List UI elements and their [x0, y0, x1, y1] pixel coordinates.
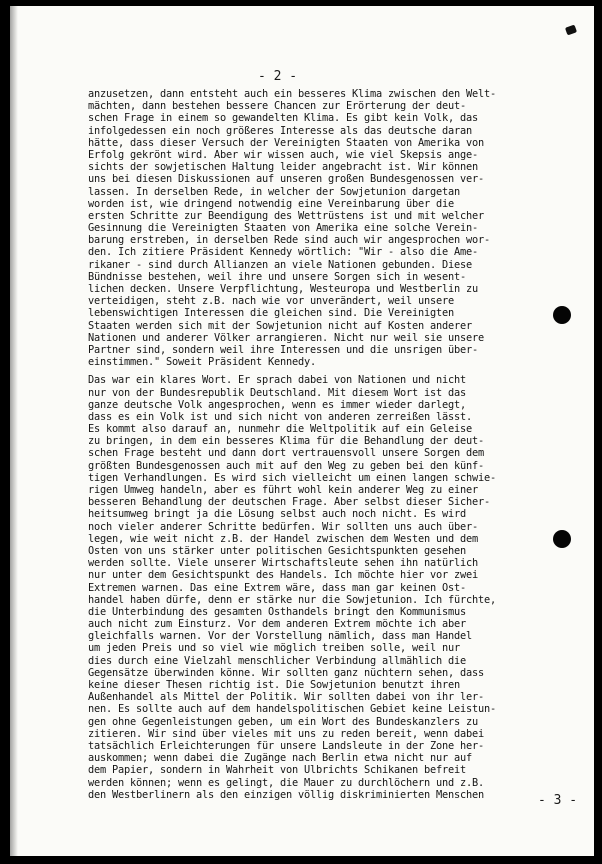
- text-line: Außenhandel als Mittel der Politik. Wir sollten dabei von ihr ler-: [88, 691, 484, 704]
- text-line: tigen Verhandlungen. Es wird sich vielleicht um einen langen schwie-: [88, 471, 496, 484]
- text-line: auskommen; wenn dabei die Zugänge nach Berlin etwa nicht nur auf: [88, 752, 472, 765]
- text-line: lebenswichtigen Interessen die gleichen sind. Die Vereinigten: [88, 307, 454, 320]
- text-line: nen. Es sollte auch auf dem handelspolitischen Gebiet keine Leistun-: [88, 703, 496, 716]
- text-line: worden ist, wie dringend notwendig eine Vereinbarung über die: [88, 197, 454, 210]
- sheet-edge-shadow: [10, 6, 18, 856]
- text-line: Extremen warnen. Das eine Extrem wäre, dass man gar keinen Ost-: [88, 581, 466, 594]
- text-line: den Westberlinern als den einzigen völlig diskriminierten Menschen: [88, 788, 484, 801]
- text-line: ganze deutsche Volk angesprochen, wenn es immer wieder darlegt,: [88, 398, 466, 411]
- next-page-number: - 3 -: [538, 793, 578, 808]
- text-line: dies durch eine Vielzahl menschlicher Verbindung allmählich die: [88, 654, 466, 667]
- text-line: lichen decken. Unsere Verpflichtung, Westeuropa und Westberlin zu: [88, 283, 478, 295]
- text-line: zitieren. Wir sind über vieles mit uns zu reden bereit, wenn dabei: [88, 727, 484, 740]
- text-line: Das war ein klares Wort. Er sprach dabei von Nationen und nicht: [88, 374, 466, 387]
- text-line: hätte, dass dieser Versuch der Vereinigten Staaten von Amerika von: [88, 136, 484, 149]
- text-line: schen Frage besteht und dann dort vertrauensvoll unsere Sorgen dem: [88, 447, 484, 460]
- text-line: keine dieser Thesen richtig ist. Die Sowjetunion benutzt ihren: [88, 679, 460, 691]
- text-line: auch nicht zum Einsturz. Vor dem anderen Extrem möchte ich aber: [88, 618, 466, 631]
- text-line: lassen. In derselben Rede, in welcher der Sowjetunion dargetan: [88, 185, 460, 198]
- text-line: den. Ich zitiere Präsident Kennedy wörtlich: "Wir - also die Ame-: [88, 246, 478, 259]
- text-line: dem Papier, sondern in Wahrheit von Ulbrichts Schikanen befreit: [88, 764, 466, 777]
- text-line: besseren Behandlung der deutschen Frage. Aber selbst dieser Sicher-: [88, 496, 490, 509]
- text-line: die Unterbindung des gesamten Osthandels bringt den Kommunismus: [88, 605, 466, 618]
- text-line: Staaten werden sich mit der Sowjetunion nicht auf Kosten anderer: [88, 319, 472, 332]
- text-line: gleichfalls warnen. Vor der Vorstellung nämlich, dass man Handel: [88, 630, 472, 643]
- text-line: tatsächlich Erleichterungen für unsere Landsleute in der Zone her-: [88, 739, 484, 752]
- text-line: anzusetzen, dann entsteht auch ein besseres Klima zwischen den Welt-: [88, 88, 496, 100]
- text-line: Bündnisse bestehen, weil ihre und unsere Sorgen sich in wesent-: [88, 270, 466, 283]
- text-line: einstimmen." Soweit Präsident Kennedy.: [88, 356, 316, 369]
- paragraph: [88, 88, 564, 368]
- text-line: dass es ein Volk ist und sich nicht von anderen zerreißen lässt.: [88, 410, 472, 423]
- text-line: Gegensätze überwinden könne. Wir sollten ganz nüchtern sehen, dass: [88, 666, 484, 679]
- page-number: - 2 -: [258, 69, 298, 84]
- text-line: Erfolg gekrönt wird. Aber wir wissen auch, wie viel Skepsis ange-: [88, 148, 478, 161]
- text-line: handel haben dürfe, denn er stärke nur die Sowjetunion. Ich fürchte,: [88, 593, 496, 606]
- text-line: Osten von uns stärker unter politischen Gesichtspunkten gesehen: [88, 544, 466, 557]
- text-line: Nationen und anderer Völker arrangieren. Nicht nur weil sie unsere: [88, 331, 484, 344]
- text-line: Es kommt also darauf an, nunmehr die Weltpolitik auf ein Geleise: [88, 423, 472, 436]
- paragraph: [88, 374, 564, 801]
- text-line: gen ohne Gegenleistungen geben, um ein Wort des Bundeskanzlers zu: [88, 715, 478, 728]
- text-line: nur von der Bundesrepublik Deutschland. Mit diesem Wort ist das: [88, 386, 466, 399]
- text-line: Gesinnung die Vereinigten Staaten von Amerika eine solche Verein-: [88, 222, 478, 235]
- text-line: legen, wie weit nicht z.B. der Handel zwischen dem Westen und dem: [88, 532, 478, 545]
- text-line: barung erstreben, in derselben Rede sind auch wir angesprochen wor-: [88, 234, 490, 247]
- text-line: zu bringen, in dem ein besseres Klima für die Behandlung der deut-: [88, 435, 484, 448]
- text-line: Partner sind, sondern weil ihre Interessen und die unsrigen über-: [88, 343, 478, 356]
- text-line: werden können; wenn es gelingt, die Mauer zu durchlöchern und z.B.: [88, 776, 484, 789]
- text-line: mächten, dann bestehen bessere Chancen zur Erörterung der deut-: [88, 100, 466, 113]
- text-line: heitsumweg bringt ja die Lösung selbst auch noch nicht. Es wird: [88, 508, 466, 521]
- text-line: um jeden Preis und so viel wie möglich treiben solle, weil nur: [88, 642, 460, 655]
- text-line: schen Frage in einem so gewandelten Klima. Es gibt kein Volk, das: [88, 112, 478, 125]
- text-line: noch vieler anderer Schritte bedürfen. Wir sollten uns auch über-: [88, 520, 478, 533]
- text-line: uns bei diesen Diskussionen auf unseren großen Bundesgenossen ver-: [88, 173, 484, 186]
- body-text: [88, 88, 564, 801]
- text-line: sichts der sowjetischen Haltung leider angebracht ist. Wir können: [88, 161, 478, 174]
- text-line: ersten Schritte zur Beendigung des Wettrüstens ist und mit welcher: [88, 209, 484, 222]
- text-line: verteidigen, steht z.B. nach wie vor unverändert, weil unsere: [88, 295, 454, 308]
- text-line: größten Bundesgenossen auch mit auf den Weg zu geben bei den künf-: [88, 459, 484, 472]
- text-line: nur unter dem Gesichtspunkt des Handels. Ich möchte hier vor zwei: [88, 569, 478, 582]
- text-line: werden sollte. Viele unserer Wirtschaftsleute sehen ihn natürlich: [88, 557, 478, 570]
- text-line: infolgedessen ein noch größeres Interesse als das deutsche daran: [88, 124, 472, 137]
- text-line: rikaner - sind durch Allianzen an viele Nationen gebunden. Diese: [88, 258, 472, 271]
- text-line: rigen Umweg handeln, aber es führt wohl kein anderer Weg zu einer: [88, 484, 478, 496]
